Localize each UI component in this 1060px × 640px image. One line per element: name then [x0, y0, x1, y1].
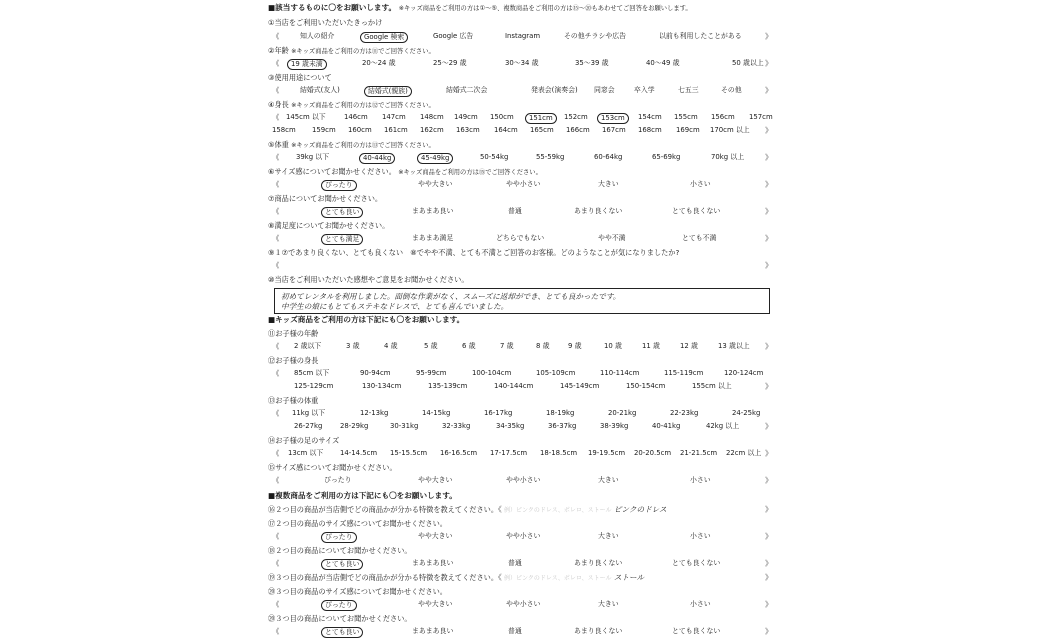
option[interactable]: とても良くない	[672, 627, 721, 635]
option[interactable]: 11kg 以下	[292, 409, 326, 417]
option[interactable]: 結婚式(友人)	[300, 86, 340, 94]
q2-note: ※キッズ商品をご利用の方は⑪でご回答ください。	[291, 48, 435, 55]
option[interactable]: 20〜24 歳	[362, 59, 396, 67]
bracket-open: 《	[272, 32, 280, 41]
option[interactable]: 162cm	[420, 126, 444, 134]
option[interactable]: とても良くない	[672, 207, 721, 215]
bracket-open: 《	[272, 532, 280, 541]
q6-note: ※キッズ商品をご利用の方は⑮でご回答ください。	[398, 169, 542, 176]
option[interactable]: 6 歳	[462, 342, 476, 350]
option-circled[interactable]: とても満足	[321, 234, 363, 245]
option[interactable]: 30-31kg	[390, 422, 419, 430]
q11-label: ⑪お子様の年齢	[268, 329, 319, 338]
option[interactable]: 小さい	[690, 180, 711, 188]
option[interactable]: 65-69kg	[652, 153, 681, 161]
option[interactable]: 158cm	[272, 126, 296, 134]
option[interactable]: 40-41kg	[652, 422, 681, 430]
option[interactable]: 21-21.5cm	[680, 449, 718, 457]
option[interactable]: 152cm	[564, 113, 588, 121]
option[interactable]: 12-13kg	[360, 409, 389, 417]
bracket-close: 》	[765, 627, 773, 636]
option[interactable]: 28-29kg	[340, 422, 369, 430]
option[interactable]: あまり良くない	[574, 207, 623, 215]
option[interactable]: 30〜34 歳	[505, 59, 539, 67]
option[interactable]: 22-23kg	[670, 409, 699, 417]
option[interactable]: やや不満	[598, 234, 626, 242]
q5-note: ※キッズ商品をご利用の方は⑬でご回答ください。	[291, 142, 435, 149]
option[interactable]: 35〜39 歳	[575, 59, 609, 67]
option[interactable]: 15-15.5cm	[390, 449, 428, 457]
option[interactable]: とても不満	[682, 234, 717, 242]
option[interactable]: 70kg 以上	[711, 153, 745, 161]
q20-label: ⑳３つ目の商品のサイズ感についてお聞かせください。	[268, 587, 447, 596]
option[interactable]: 小さい	[690, 476, 711, 484]
option[interactable]: 25〜29 歳	[433, 59, 467, 67]
option[interactable]: 20-21kg	[608, 409, 637, 417]
option[interactable]: 159cm	[312, 126, 336, 134]
bracket-close: 》	[765, 505, 773, 514]
bracket-close: 》	[765, 207, 773, 216]
section-header-multiple: ■複数商品をご利用の方は下記にも〇をお願いします。	[268, 491, 457, 500]
option-circled[interactable]: 153cm	[597, 113, 629, 124]
option[interactable]: 普通	[508, 627, 522, 635]
option[interactable]: 34-35kg	[496, 422, 525, 430]
option-circled[interactable]: Google 検索	[360, 32, 408, 43]
bracket-close: 》	[765, 126, 773, 135]
option[interactable]: 160cm	[348, 126, 372, 134]
option[interactable]: 大きい	[598, 476, 619, 484]
bracket-close: 》	[765, 153, 773, 162]
option[interactable]: 169cm	[676, 126, 700, 134]
q12-label: ⑫お子様の身長	[268, 356, 319, 365]
section-header-kids: ■キッズ商品をご利用の方は下記にも〇をお願いします。	[268, 315, 465, 324]
option[interactable]: 155cm 以上	[692, 382, 732, 390]
option[interactable]: 結婚式二次会	[446, 86, 488, 94]
option[interactable]: 19-19.5cm	[588, 449, 626, 457]
option[interactable]: 大きい	[598, 180, 619, 188]
option[interactable]: やや小さい	[506, 180, 541, 188]
q19-label: ⑲３つ目の商品が当店側でどの商品かが分かる特徴を教えてください。	[268, 573, 499, 582]
option[interactable]: 42kg 以上	[706, 422, 740, 430]
bracket-close: 》	[765, 573, 773, 582]
q5-label-text: ⑤体重	[268, 140, 289, 149]
option[interactable]: 7 歳	[500, 342, 514, 350]
option[interactable]: 40〜49 歳	[646, 59, 680, 67]
option[interactable]: やや大きい	[418, 180, 453, 188]
option[interactable]: その他	[721, 86, 742, 94]
option[interactable]: 大きい	[598, 532, 619, 540]
option[interactable]: まあまあ満足	[412, 234, 454, 242]
option[interactable]: Google 広告	[433, 32, 474, 40]
option-circled[interactable]: とても良い	[321, 559, 363, 570]
option[interactable]: 以前も利用したことがある	[659, 32, 742, 40]
option[interactable]: やや大きい	[418, 600, 453, 608]
option[interactable]: 22cm 以上	[726, 449, 762, 457]
q4-label-text: ④身長	[268, 100, 289, 109]
bracket-close: 》	[765, 59, 773, 68]
option[interactable]: 20-20.5cm	[634, 449, 672, 457]
option[interactable]: 26-27kg	[294, 422, 323, 430]
option[interactable]: 170cm 以上	[710, 126, 750, 134]
bracket-open: 《	[272, 369, 280, 378]
option[interactable]: 163cm	[456, 126, 480, 134]
option[interactable]: 140-144cm	[494, 382, 534, 390]
bracket-open: 《	[272, 207, 280, 216]
option[interactable]: 3 歳	[346, 342, 360, 350]
bracket-close: 》	[765, 449, 773, 458]
q16-hint: 例）ピンクのドレス、ボレロ、ストール	[504, 507, 612, 514]
bracket-open: 《	[272, 261, 280, 270]
option[interactable]: まあまあ良い	[412, 559, 454, 567]
option[interactable]: 120-124cm	[724, 369, 764, 377]
option[interactable]: 95-99cm	[416, 369, 447, 377]
option[interactable]: 148cm	[420, 113, 444, 121]
q3-label: ③使用用途について	[268, 73, 332, 82]
survey-sheet	[268, 0, 778, 640]
option[interactable]: 115-119cm	[664, 369, 704, 377]
option[interactable]: 166cm	[566, 126, 590, 134]
option[interactable]: 10 歳	[604, 342, 622, 350]
option[interactable]: 38-39kg	[600, 422, 629, 430]
option[interactable]: 13cm 以下	[288, 449, 324, 457]
option[interactable]: 18-18.5cm	[540, 449, 578, 457]
option[interactable]: 同窓会	[594, 86, 615, 94]
q10-label: ⑩当店をご利用いただいた感想やご意見をお聞かせください。	[268, 275, 469, 284]
q2-label	[268, 46, 435, 56]
q7-label: ⑦商品についてお聞かせください。	[268, 194, 383, 203]
bracket-close: 》	[765, 382, 773, 391]
handwritten-answer: ストール	[613, 573, 645, 582]
option[interactable]: 105-109cm	[536, 369, 576, 377]
option[interactable]: 164cm	[494, 126, 518, 134]
bracket-close: 》	[765, 180, 773, 189]
option-circled[interactable]: とても良い	[321, 207, 363, 218]
option[interactable]: 普通	[508, 559, 522, 567]
option[interactable]: 125-129cm	[294, 382, 334, 390]
option[interactable]: あまり良くない	[574, 559, 623, 567]
option[interactable]: 156cm	[711, 113, 735, 121]
option-circled[interactable]: 結婚式(親族)	[364, 86, 412, 97]
option-circled[interactable]: 45-49kg	[417, 153, 453, 164]
bracket-close: 》	[765, 261, 773, 270]
option[interactable]: 150cm	[490, 113, 514, 121]
q6-label	[268, 167, 542, 177]
option[interactable]: 147cm	[382, 113, 406, 121]
option-circled[interactable]: 151cm	[525, 113, 557, 124]
option[interactable]: 32-33kg	[442, 422, 471, 430]
q8-label: ⑧満足度についてお聞かせください。	[268, 221, 390, 230]
bracket-close: 》	[765, 32, 773, 41]
bracket-open: 《	[272, 409, 280, 418]
option[interactable]: 155cm	[674, 113, 698, 121]
option[interactable]: 60-64kg	[594, 153, 623, 161]
q4-note: ※キッズ商品をご利用の方は⑫でご回答ください。	[291, 102, 435, 109]
q9-label: ⑨１⑦であまり良くない、とても良くない ⑧でやや不満、とても不満とご回答のお客様。どのようなことが気になりましたか?	[268, 248, 680, 257]
option-circled[interactable]: ぴったり	[321, 600, 357, 611]
header-note: ※キッズ商品をご利用の方は①〜⑤、複数商品をご利用の方は⑮〜⑳もあわせてご回答をお願いします。	[398, 5, 692, 12]
handwritten-answer: ピンクのドレス	[613, 505, 667, 514]
q19-row	[268, 573, 778, 583]
bracket-open: 《	[272, 342, 280, 351]
option[interactable]: やや大きい	[418, 476, 453, 484]
option[interactable]: 110-114cm	[600, 369, 640, 377]
option[interactable]: 9 歳	[568, 342, 582, 350]
option[interactable]: 小さい	[690, 600, 711, 608]
bracket-open: 《	[272, 476, 280, 485]
option[interactable]: 5 歳	[424, 342, 438, 350]
option-circled[interactable]: ぴったり	[321, 532, 357, 543]
option[interactable]: 小さい	[690, 532, 711, 540]
option-circled[interactable]: ぴったり	[321, 180, 357, 191]
handwritten-answer-line1: 初めてレンタルを利用しました。面倒な作業がなく、スムーズに返却ができ、とても良かったです。	[281, 292, 621, 301]
option[interactable]: 157cm	[749, 113, 773, 121]
option[interactable]: 150-154cm	[626, 382, 666, 390]
option[interactable]: どちらでもない	[496, 234, 545, 242]
header-text: ■該当するものに〇をお願いします。	[268, 3, 397, 12]
option[interactable]: 14-15kg	[422, 409, 451, 417]
option[interactable]: やや小さい	[506, 532, 541, 540]
q21-label: ⑳３つ目の商品についてお聞かせください。	[268, 614, 412, 623]
bracket-open: 《	[272, 86, 280, 95]
option[interactable]: やや小さい	[506, 476, 541, 484]
option[interactable]: Instagram	[505, 32, 541, 40]
q16-row	[268, 505, 778, 515]
bracket-close: 》	[765, 532, 773, 541]
handwritten-answer-line2: 中学生の娘にもとてもステキなドレスで、とても喜んでいました。	[281, 302, 509, 311]
option[interactable]: やや小さい	[506, 600, 541, 608]
option[interactable]: まあまあ良い	[412, 627, 454, 635]
bracket-close: 》	[765, 600, 773, 609]
option[interactable]: 17-17.5cm	[490, 449, 528, 457]
option[interactable]: 50 歳以上	[732, 59, 764, 67]
option[interactable]: 135-139cm	[428, 382, 468, 390]
option-circled[interactable]: 19 歳未満	[287, 59, 327, 70]
option[interactable]: 167cm	[602, 126, 626, 134]
bracket-close: 》	[765, 234, 773, 243]
bracket-open: 《	[272, 627, 280, 636]
option[interactable]: 24-25kg	[732, 409, 761, 417]
q13-label: ⑬お子様の体重	[268, 396, 319, 405]
q6-label-text: ⑥サイズ感についてお聞かせください。	[268, 167, 396, 176]
bracket-open: 《	[498, 573, 502, 582]
option[interactable]: 13 歳以上	[718, 342, 750, 350]
bracket-close: 》	[765, 559, 773, 568]
q4-label	[268, 100, 435, 110]
option[interactable]: 146cm	[344, 113, 368, 121]
bracket-open: 《	[272, 449, 280, 458]
q19-hint: 例）ピンクのドレス、ボレロ、ストール	[504, 575, 612, 582]
q16-label: ⑯２つ目の商品が当店側でどの商品かが分かる特徴を教えてください。	[268, 505, 499, 514]
option[interactable]: 12 歳	[680, 342, 698, 350]
option[interactable]: その他チラシや広告	[564, 32, 627, 40]
option[interactable]: 知人の紹介	[300, 32, 335, 40]
option[interactable]: 4 歳	[384, 342, 398, 350]
bracket-open: 《	[272, 559, 280, 568]
q2-label-text: ②年齢	[268, 46, 289, 55]
option[interactable]: やや大きい	[418, 532, 453, 540]
bracket-open: 《	[272, 113, 280, 122]
q14-label: ⑭お子様の足のサイズ	[268, 436, 340, 445]
option[interactable]: 普通	[508, 207, 522, 215]
option[interactable]: 168cm	[638, 126, 662, 134]
option[interactable]: 11 歳	[642, 342, 660, 350]
option[interactable]: 18-19kg	[546, 409, 575, 417]
option[interactable]: 14-14.5cm	[340, 449, 378, 457]
option[interactable]: 七五三	[678, 86, 699, 94]
option[interactable]: 149cm	[454, 113, 478, 121]
option[interactable]: 卒入学	[634, 86, 655, 94]
option[interactable]: とても良くない	[672, 559, 721, 567]
option[interactable]: 145cm 以下	[286, 113, 326, 121]
bracket-close: 》	[765, 86, 773, 95]
option[interactable]: 100-104cm	[472, 369, 512, 377]
section-header-general	[268, 3, 692, 13]
option[interactable]: 90-94cm	[360, 369, 391, 377]
bracket-open: 《	[272, 234, 280, 243]
option[interactable]: 8 歳	[536, 342, 550, 350]
option[interactable]: 16-16.5cm	[440, 449, 478, 457]
q18-label: ⑱２つ目の商品についてお聞かせください。	[268, 546, 412, 555]
option[interactable]: 39kg 以下	[296, 153, 330, 161]
option[interactable]: あまり良くない	[574, 627, 623, 635]
option[interactable]: 130-134cm	[362, 382, 402, 390]
option[interactable]: 16-17kg	[484, 409, 513, 417]
option[interactable]: 55-59kg	[536, 153, 565, 161]
bracket-open: 《	[272, 59, 280, 68]
option[interactable]: 145-149cm	[560, 382, 600, 390]
option-circled[interactable]: とても良い	[321, 627, 363, 638]
option[interactable]: ぴったり	[324, 476, 352, 484]
bracket-close: 》	[765, 342, 773, 351]
bracket-close: 》	[765, 422, 773, 431]
bracket-open: 《	[272, 600, 280, 609]
q5-label	[268, 140, 435, 150]
q15-label: ⑮サイズ感についてお聞かせください。	[268, 463, 397, 472]
bracket-open: 《	[272, 180, 280, 189]
bracket-open: 《	[498, 505, 502, 514]
option[interactable]: 大きい	[598, 600, 619, 608]
option[interactable]: 85cm 以下	[294, 369, 330, 377]
option-circled[interactable]: 40-44kg	[359, 153, 395, 164]
bracket-open: 《	[272, 153, 280, 162]
bracket-close: 》	[765, 476, 773, 485]
option[interactable]: まあまあ良い	[412, 207, 454, 215]
option[interactable]: 2 歳以下	[294, 342, 322, 350]
q1-label: ①当店をご利用いただいたきっかけ	[268, 18, 383, 27]
option[interactable]: 36-37kg	[548, 422, 577, 430]
q17-label: ⑰２つ目の商品のサイズ感についてお聞かせください。	[268, 519, 447, 528]
option[interactable]: 発表会(演奏会)	[531, 86, 578, 94]
option[interactable]: 50-54kg	[480, 153, 509, 161]
q10-answer-box[interactable]	[274, 288, 770, 314]
option[interactable]: 165cm	[530, 126, 554, 134]
option[interactable]: 161cm	[384, 126, 408, 134]
option[interactable]: 154cm	[638, 113, 662, 121]
